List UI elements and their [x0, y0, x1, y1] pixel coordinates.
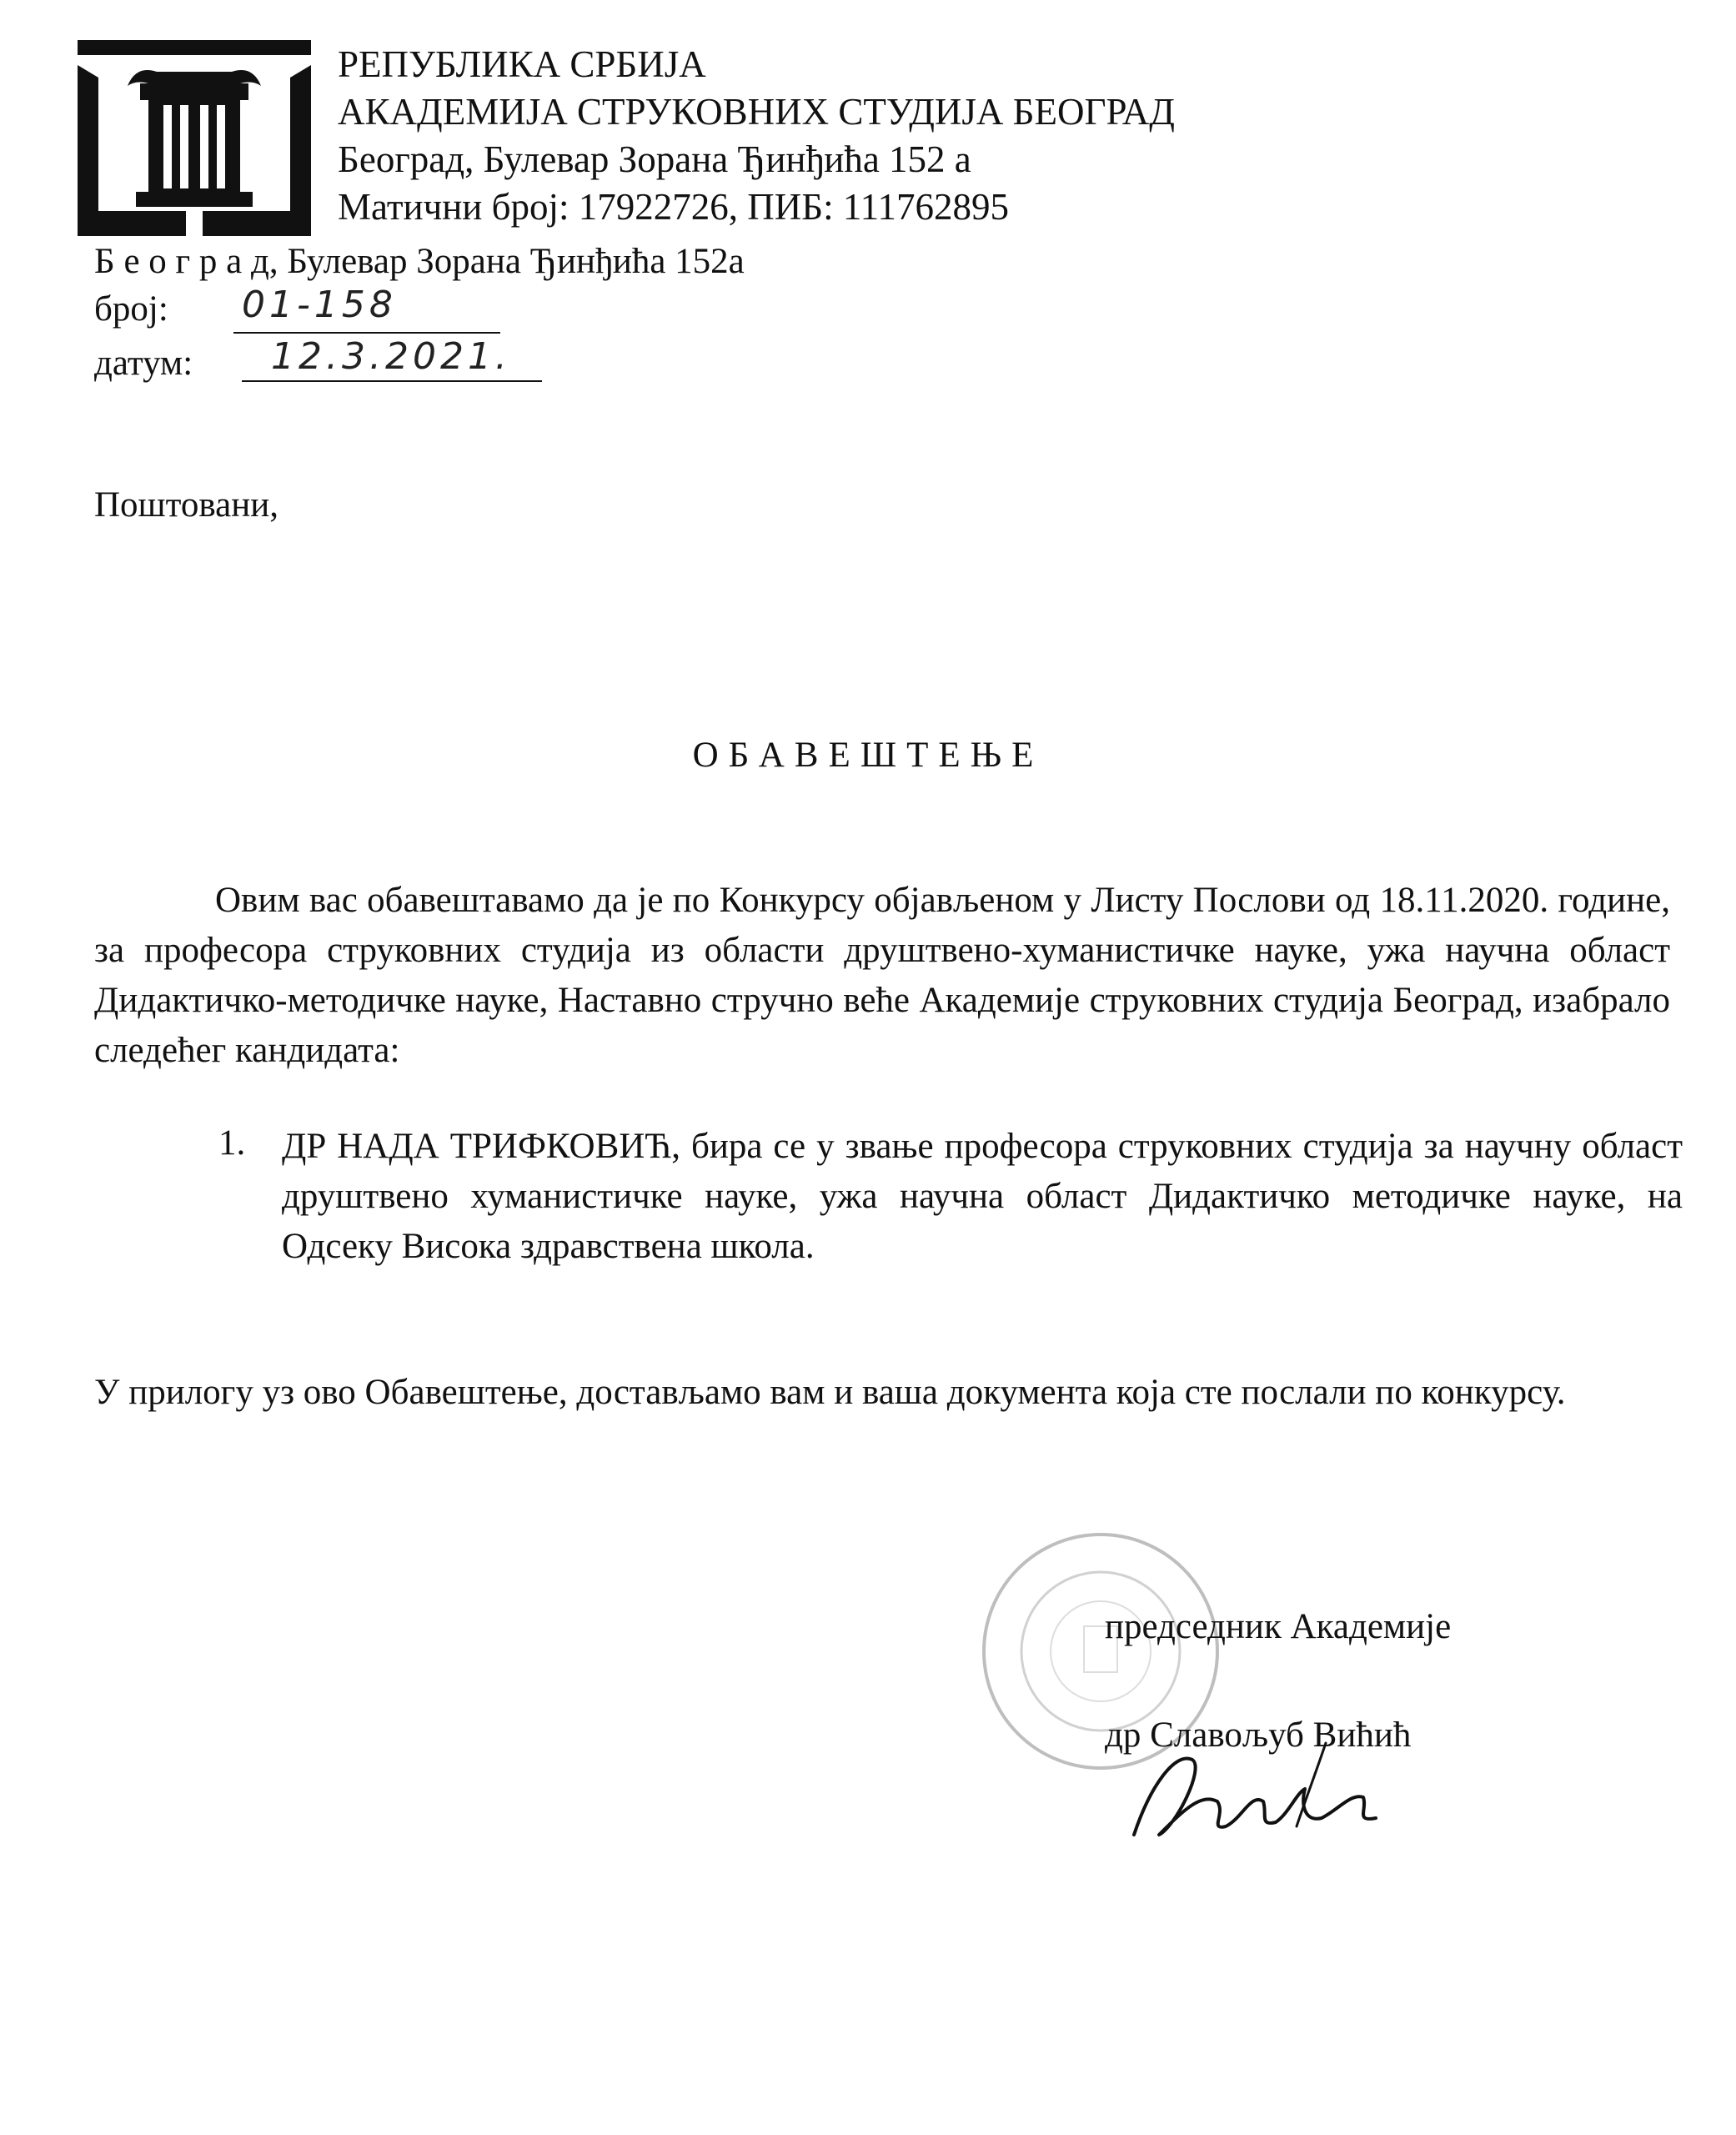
signature-icon — [1126, 1735, 1392, 1851]
signatory-name: др Славољуб Вићић — [1105, 1716, 1412, 1755]
body-paragraph: Овим вас обавештавамо да је по Конкурсу објављеном у Листу Послови од 18.11.2020. године, за професора струковних студија из области друштвено-хуманистичке науке, ужа научна област Дидактичко-методичке науке, Наставно стручно веће Академије струковних студија Београд, изабрало следећег кандидата: — [94, 881, 1670, 1070]
date-label: датум: — [94, 344, 193, 383]
list-item-number: 1. — [218, 1123, 246, 1163]
date-underline — [242, 380, 542, 382]
greeting: Поштовани, — [94, 485, 278, 525]
signatory-role: председник Академије — [1105, 1607, 1452, 1646]
date-value: 12.3.2021. — [271, 335, 511, 378]
header-country: РЕПУБЛИКА СРБИЈА — [338, 43, 706, 85]
address-line: Б е о г р а д, Булевар Зорана Ђинђића 152а — [94, 242, 745, 281]
header-institution: АКАДЕМИЈА СТРУКОВНИХ СТУДИЈА БЕОГРАД — [338, 91, 1175, 133]
number-underline — [233, 332, 500, 334]
document-title: ОБАВЕШТЕЊЕ — [692, 736, 1044, 775]
list-item-text: ДР НАДА ТРИФКОВИЋ, бира се у звање професора струковних студија за научну област друштвено хуманистичке науке, ужа научна област Дидактичко методичке науке, на Одсеку Висока здравствена школа. — [282, 1127, 1683, 1266]
header-address: Београд, Булевар Зорана Ђинђића 152 а — [338, 138, 971, 180]
academy-logo-icon — [73, 40, 315, 240]
number-label: број: — [94, 289, 168, 329]
header-registration: Матични број: 17922726, ПИБ: 111762895 — [338, 186, 1010, 228]
attachment-paragraph: У прилогу уз ово Обавештење, достављамо вам и ваша документа која сте послали по конкурсу. — [94, 1373, 1566, 1412]
number-value: 01-158 — [242, 284, 397, 326]
